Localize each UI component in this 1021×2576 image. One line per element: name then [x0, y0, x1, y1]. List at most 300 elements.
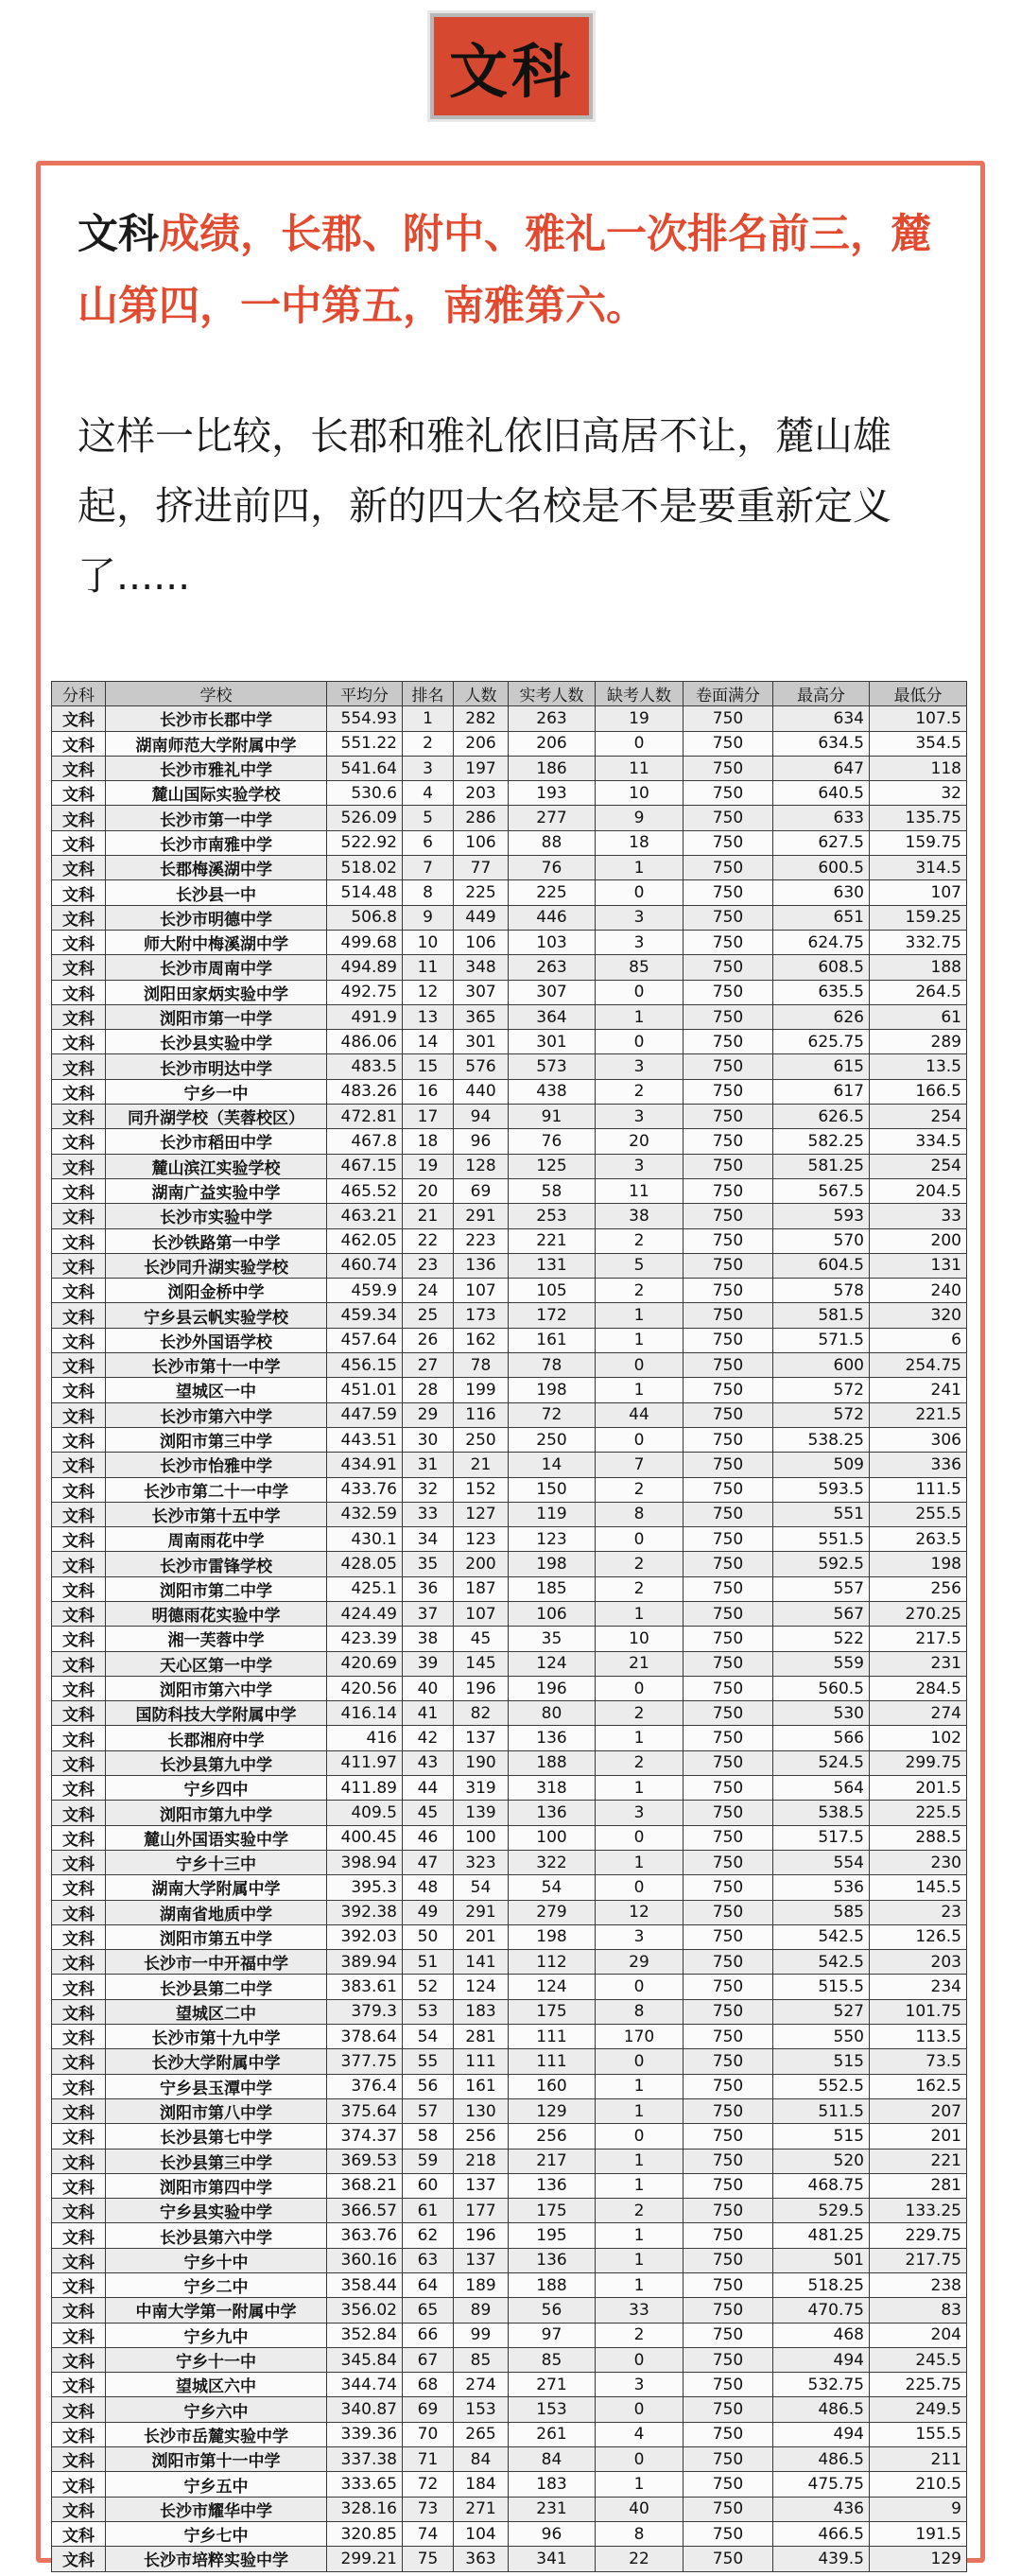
cell-min-score: 107.5 — [870, 706, 967, 731]
cell-school: 宁乡县实验中学 — [106, 2199, 327, 2223]
cell-absent: 5 — [596, 1253, 684, 1278]
cell-took-exam: 124 — [509, 1651, 596, 1676]
cell-absent: 3 — [596, 1054, 684, 1079]
cell-students: 82 — [454, 1701, 509, 1726]
cell-students: 89 — [454, 2298, 509, 2323]
cell-took-exam: 217 — [509, 2149, 596, 2173]
cell-students: 203 — [454, 781, 509, 806]
cell-rank: 8 — [403, 880, 454, 905]
cell-school: 浏阳市第九中学 — [106, 1801, 327, 1825]
cell-avg-score: 337.38 — [327, 2447, 403, 2472]
cell-absent: 2 — [596, 1079, 684, 1104]
cell-took-exam: 100 — [509, 1825, 596, 1850]
cell-avg-score: 378.64 — [327, 2025, 403, 2049]
cell-min-score: 289 — [870, 1030, 967, 1054]
cell-subject: 文科 — [52, 1975, 106, 1999]
cell-subject: 文科 — [52, 1328, 106, 1352]
cell-max-score: 517.5 — [773, 1825, 870, 1850]
table-row — [52, 2124, 967, 2149]
cell-subject: 文科 — [52, 1676, 106, 1700]
cell-max-score: 593 — [773, 1204, 870, 1228]
cell-max-score: 551.5 — [773, 1527, 870, 1552]
cell-rank: 49 — [403, 1900, 454, 1924]
cell-took-exam: 97 — [509, 2323, 596, 2347]
cell-rank: 54 — [403, 2025, 454, 2049]
cell-min-score: 101.75 — [870, 1999, 967, 2024]
cell-students: 184 — [454, 2472, 509, 2497]
cell-took-exam: 72 — [509, 1402, 596, 1427]
cell-max-score: 554 — [773, 1850, 870, 1874]
cell-max-score: 530 — [773, 1701, 870, 1726]
cell-absent: 22 — [596, 2547, 684, 2571]
headline — [78, 199, 957, 342]
cell-min-score: 332.75 — [870, 930, 967, 954]
cell-school: 长沙市雷锋学校 — [106, 1552, 327, 1576]
table-row — [52, 1402, 967, 1427]
cell-students: 271 — [454, 2497, 509, 2521]
cell-school: 湘一芙蓉中学 — [106, 1627, 327, 1651]
cell-took-exam: 172 — [509, 1303, 596, 1328]
cell-subject: 文科 — [52, 1178, 106, 1203]
cell-school: 宁乡十中 — [106, 2248, 327, 2272]
section-title-tag — [430, 13, 593, 119]
cell-avg-score: 344.74 — [327, 2373, 403, 2397]
cell-rank: 69 — [403, 2397, 454, 2422]
cell-took-exam: 193 — [509, 781, 596, 806]
cell-max-score: 627.5 — [773, 830, 870, 855]
cell-subject: 文科 — [52, 781, 106, 806]
cell-full-score: 750 — [684, 1875, 773, 1900]
cell-students: 265 — [454, 2422, 509, 2446]
cell-students: 274 — [454, 2373, 509, 2397]
cell-min-score: 255.5 — [870, 1502, 967, 1526]
cell-took-exam: 195 — [509, 2223, 596, 2248]
cell-avg-score: 339.36 — [327, 2422, 403, 2446]
cell-took-exam: 438 — [509, 1079, 596, 1104]
cell-rank: 27 — [403, 1353, 454, 1378]
cell-max-score: 536 — [773, 1875, 870, 1900]
table-row — [52, 1328, 967, 1352]
cell-max-score: 494 — [773, 2422, 870, 2446]
header-took-exam: 实考人数 — [509, 682, 596, 706]
cell-full-score: 750 — [684, 756, 773, 780]
cell-took-exam: 123 — [509, 1527, 596, 1552]
cell-full-score: 750 — [684, 2098, 773, 2123]
cell-took-exam: 88 — [509, 830, 596, 855]
cell-subject: 文科 — [52, 1054, 106, 1079]
cell-school: 长沙市怡雅中学 — [106, 1453, 327, 1477]
table-row — [52, 2298, 967, 2323]
cell-subject: 文科 — [52, 1527, 106, 1552]
table-row — [52, 2472, 967, 2497]
table-row — [52, 1004, 967, 1029]
cell-subject: 文科 — [52, 1552, 106, 1576]
cell-students: 291 — [454, 1900, 509, 1924]
cell-rank: 12 — [403, 980, 454, 1004]
cell-took-exam: 186 — [509, 756, 596, 780]
cell-max-score: 522 — [773, 1627, 870, 1651]
cell-school: 浏阳市第五中学 — [106, 1924, 327, 1949]
cell-subject: 文科 — [52, 1776, 106, 1801]
cell-max-score: 615 — [773, 1054, 870, 1079]
cell-took-exam: 198 — [509, 1378, 596, 1402]
cell-rank: 19 — [403, 1154, 454, 1178]
cell-max-score: 551 — [773, 1502, 870, 1526]
cell-rank: 66 — [403, 2323, 454, 2347]
cell-absent: 0 — [596, 1676, 684, 1700]
cell-avg-score: 462.05 — [327, 1228, 403, 1253]
cell-rank: 9 — [403, 905, 454, 930]
cell-absent: 2 — [596, 1552, 684, 1576]
cell-rank: 60 — [403, 2173, 454, 2198]
cell-full-score: 750 — [684, 1651, 773, 1676]
cell-took-exam: 188 — [509, 1750, 596, 1775]
cell-max-score: 604.5 — [773, 1253, 870, 1278]
cell-subject: 文科 — [52, 1204, 106, 1228]
cell-rank: 23 — [403, 1253, 454, 1278]
cell-rank: 55 — [403, 2049, 454, 2074]
cell-subject: 文科 — [52, 1477, 106, 1502]
table-header-row — [52, 682, 967, 706]
cell-full-score: 750 — [684, 2074, 773, 2098]
cell-subject: 文科 — [52, 856, 106, 880]
cell-school: 长沙市第一中学 — [106, 806, 327, 830]
cell-rank: 11 — [403, 955, 454, 980]
cell-absent: 20 — [596, 1129, 684, 1154]
cell-full-score: 750 — [684, 2199, 773, 2223]
cell-subject: 文科 — [52, 2472, 106, 2497]
cell-absent: 0 — [596, 1875, 684, 1900]
cell-students: 107 — [454, 1601, 509, 1626]
cell-took-exam: 256 — [509, 2124, 596, 2149]
cell-school: 望城区一中 — [106, 1378, 327, 1402]
cell-school: 周南雨花中学 — [106, 1527, 327, 1552]
cell-min-score: 336 — [870, 1453, 967, 1477]
cell-rank: 22 — [403, 1228, 454, 1253]
cell-full-score: 750 — [684, 1850, 773, 1874]
cell-min-score: 211 — [870, 2447, 967, 2472]
table-row — [52, 1999, 967, 2024]
cell-max-score: 511.5 — [773, 2098, 870, 2123]
cell-avg-score: 420.56 — [327, 1676, 403, 1700]
cell-rank: 59 — [403, 2149, 454, 2173]
cell-rank: 7 — [403, 856, 454, 880]
table-row — [52, 1030, 967, 1054]
cell-took-exam: 573 — [509, 1054, 596, 1079]
cell-absent: 3 — [596, 1801, 684, 1825]
cell-school: 湖南广益实验中学 — [106, 1178, 327, 1203]
cell-students: 189 — [454, 2273, 509, 2298]
cell-max-score: 538.25 — [773, 1427, 870, 1452]
cell-subject: 文科 — [52, 905, 106, 930]
cell-avg-score: 360.16 — [327, 2248, 403, 2272]
cell-school: 师大附中梅溪湖中学 — [106, 930, 327, 954]
cell-rank: 39 — [403, 1651, 454, 1676]
cell-students: 141 — [454, 1950, 509, 1975]
cell-rank: 71 — [403, 2447, 454, 2472]
table-row — [52, 1576, 967, 1601]
cell-took-exam: 150 — [509, 1477, 596, 1502]
cell-rank: 4 — [403, 781, 454, 806]
cell-avg-score: 395.3 — [327, 1875, 403, 1900]
cell-absent: 1 — [596, 1303, 684, 1328]
cell-rank: 31 — [403, 1453, 454, 1477]
cell-absent: 0 — [596, 1427, 684, 1452]
cell-min-score: 23 — [870, 1900, 967, 1924]
cell-rank: 21 — [403, 1204, 454, 1228]
cell-absent: 0 — [596, 2447, 684, 2472]
table-row — [52, 1204, 967, 1228]
table-row — [52, 2497, 967, 2521]
cell-subject: 文科 — [52, 1726, 106, 1750]
cell-rank: 36 — [403, 1576, 454, 1601]
cell-subject: 文科 — [52, 1900, 106, 1924]
cell-school: 长沙外国语学校 — [106, 1328, 327, 1352]
cell-absent: 0 — [596, 1353, 684, 1378]
cell-subject: 文科 — [52, 1228, 106, 1253]
cell-took-exam: 96 — [509, 2521, 596, 2546]
cell-students: 152 — [454, 1477, 509, 1502]
cell-absent: 0 — [596, 880, 684, 905]
cell-subject: 文科 — [52, 2173, 106, 2198]
cell-absent: 33 — [596, 2298, 684, 2323]
cell-school: 宁乡二中 — [106, 2273, 327, 2298]
cell-rank: 61 — [403, 2199, 454, 2223]
table-row — [52, 1850, 967, 1874]
cell-min-score: 299.75 — [870, 1750, 967, 1775]
cell-school: 长沙铁路第一中学 — [106, 1228, 327, 1253]
table-row — [52, 1875, 967, 1900]
table-row — [52, 955, 967, 980]
cell-subject: 文科 — [52, 2124, 106, 2149]
cell-avg-score: 530.6 — [327, 781, 403, 806]
cell-avg-score: 459.9 — [327, 1279, 403, 1303]
cell-avg-score: 492.75 — [327, 980, 403, 1004]
cell-students: 124 — [454, 1975, 509, 1999]
cell-school: 湖南师范大学附属中学 — [106, 731, 327, 756]
cell-avg-score: 486.06 — [327, 1030, 403, 1054]
cell-min-score: 254.75 — [870, 1353, 967, 1378]
cell-took-exam: 231 — [509, 2497, 596, 2521]
cell-max-score: 608.5 — [773, 955, 870, 980]
cell-students: 206 — [454, 731, 509, 756]
cell-max-score: 552.5 — [773, 2074, 870, 2098]
cell-subject: 文科 — [52, 2422, 106, 2446]
cell-school: 浏阳市第四中学 — [106, 2173, 327, 2198]
cell-max-score: 550 — [773, 2025, 870, 2049]
cell-full-score: 750 — [684, 2497, 773, 2521]
cell-rank: 16 — [403, 1079, 454, 1104]
cell-max-score: 515 — [773, 2124, 870, 2149]
cell-full-score: 750 — [684, 1576, 773, 1601]
cell-full-score: 750 — [684, 2149, 773, 2173]
cell-min-score: 6 — [870, 1328, 967, 1352]
cell-min-score: 249.5 — [870, 2397, 967, 2422]
cell-students: 137 — [454, 2248, 509, 2272]
cell-absent: 2 — [596, 1750, 684, 1775]
cell-school: 长沙县第六中学 — [106, 2223, 327, 2248]
cell-students: 139 — [454, 1801, 509, 1825]
cell-absent: 1 — [596, 2273, 684, 2298]
header-max-score: 最高分 — [773, 682, 870, 706]
table-row — [52, 1154, 967, 1178]
cell-full-score: 750 — [684, 1279, 773, 1303]
cell-subject: 文科 — [52, 1801, 106, 1825]
cell-full-score: 750 — [684, 1030, 773, 1054]
cell-avg-score: 328.16 — [327, 2497, 403, 2521]
cell-school: 长沙市南雅中学 — [106, 830, 327, 855]
cell-school: 麓山国际实验学校 — [106, 781, 327, 806]
table-row — [52, 930, 967, 954]
cell-students: 21 — [454, 1453, 509, 1477]
cell-max-score: 481.25 — [773, 2223, 870, 2248]
cell-took-exam: 183 — [509, 2472, 596, 2497]
cell-students: 104 — [454, 2521, 509, 2546]
cell-students: 137 — [454, 1726, 509, 1750]
cell-absent: 2 — [596, 2323, 684, 2347]
headline-highlight: 成绩，长郡、附中、雅礼一次排名前三，麓山第四，一中第五，南雅第六。 — [78, 211, 931, 330]
table-row — [52, 2347, 967, 2372]
cell-subject: 文科 — [52, 1105, 106, 1129]
cell-min-score: 221 — [870, 2149, 967, 2173]
cell-took-exam: 54 — [509, 1875, 596, 1900]
cell-full-score: 750 — [684, 1950, 773, 1975]
cell-max-score: 542.5 — [773, 1950, 870, 1975]
table-row — [52, 756, 967, 780]
cell-avg-score: 494.89 — [327, 955, 403, 980]
cell-avg-score: 377.75 — [327, 2049, 403, 2074]
cell-subject: 文科 — [52, 1627, 106, 1651]
cell-absent: 2 — [596, 1701, 684, 1726]
cell-full-score: 750 — [684, 1054, 773, 1079]
cell-full-score: 750 — [684, 1924, 773, 1949]
cell-rank: 13 — [403, 1004, 454, 1029]
cell-full-score: 750 — [684, 2273, 773, 2298]
cell-took-exam: 136 — [509, 2248, 596, 2272]
cell-max-score: 518.25 — [773, 2273, 870, 2298]
cell-avg-score: 363.76 — [327, 2223, 403, 2248]
cell-took-exam: 129 — [509, 2098, 596, 2123]
cell-took-exam: 125 — [509, 1154, 596, 1178]
cell-subject: 文科 — [52, 2248, 106, 2272]
cell-school: 长郡梅溪湖中学 — [106, 856, 327, 880]
cell-took-exam: 80 — [509, 1701, 596, 1726]
comment-paragraph: 这样一比较，长郡和雅礼依旧高居不让，麓山雄起，挤进前四，新的四大名校是不是要重新定义了...... — [78, 413, 891, 599]
cell-absent: 18 — [596, 830, 684, 855]
cell-rank: 53 — [403, 1999, 454, 2024]
cell-absent: 19 — [596, 706, 684, 731]
cell-subject: 文科 — [52, 1453, 106, 1477]
cell-absent: 8 — [596, 1502, 684, 1526]
cell-avg-score: 491.9 — [327, 1004, 403, 1029]
table-row — [52, 1279, 967, 1303]
cell-took-exam: 106 — [509, 1601, 596, 1626]
cell-min-score: 13.5 — [870, 1054, 967, 1079]
table-row — [52, 2199, 967, 2223]
cell-min-score: 203 — [870, 1950, 967, 1975]
cell-students: 291 — [454, 1204, 509, 1228]
cell-absent: 1 — [596, 1328, 684, 1352]
cell-rank: 75 — [403, 2547, 454, 2571]
cell-full-score: 750 — [684, 1154, 773, 1178]
cell-school: 宁乡十一中 — [106, 2347, 327, 2372]
cell-students: 137 — [454, 2173, 509, 2198]
cell-took-exam: 124 — [509, 1975, 596, 1999]
cell-max-score: 564 — [773, 1776, 870, 1801]
cell-subject: 文科 — [52, 1875, 106, 1900]
cell-students: 123 — [454, 1527, 509, 1552]
cell-max-score: 635.5 — [773, 980, 870, 1004]
cell-full-score: 750 — [684, 2323, 773, 2347]
cell-min-score: 238 — [870, 2273, 967, 2298]
cell-school: 麓山滨江实验学校 — [106, 1154, 327, 1178]
cell-full-score: 750 — [684, 1527, 773, 1552]
table-row — [52, 1228, 967, 1253]
cell-rank: 56 — [403, 2074, 454, 2098]
table-row — [52, 2049, 967, 2074]
table-row — [52, 1676, 967, 1700]
cell-took-exam: 105 — [509, 1279, 596, 1303]
cell-min-score: 198 — [870, 1552, 967, 1576]
cell-subject: 文科 — [52, 1030, 106, 1054]
cell-took-exam: 221 — [509, 1228, 596, 1253]
cell-took-exam: 301 — [509, 1030, 596, 1054]
table-row — [52, 1054, 967, 1079]
cell-absent: 0 — [596, 1527, 684, 1552]
cell-school: 长沙市明德中学 — [106, 905, 327, 930]
table-row — [52, 1178, 967, 1203]
cell-students: 77 — [454, 856, 509, 880]
cell-max-score: 486.5 — [773, 2397, 870, 2422]
cell-students: 197 — [454, 756, 509, 780]
cell-max-score: 582.25 — [773, 1129, 870, 1154]
cell-absent: 3 — [596, 1105, 684, 1129]
cell-school: 长沙县第七中学 — [106, 2124, 327, 2149]
cell-students: 100 — [454, 1825, 509, 1850]
table-row — [52, 1801, 967, 1825]
cell-avg-score: 518.02 — [327, 856, 403, 880]
cell-absent: 0 — [596, 2347, 684, 2372]
cell-max-score: 625.75 — [773, 1030, 870, 1054]
cell-took-exam: 198 — [509, 1552, 596, 1576]
cell-students: 161 — [454, 2074, 509, 2098]
table-row — [52, 781, 967, 806]
cell-min-score: 61 — [870, 1004, 967, 1029]
cell-school: 麓山外国语实验中学 — [106, 1825, 327, 1850]
cell-students: 449 — [454, 905, 509, 930]
cell-subject: 文科 — [52, 2323, 106, 2347]
cell-school: 长沙市明达中学 — [106, 1054, 327, 1079]
cell-min-score: 155.5 — [870, 2422, 967, 2446]
cell-max-score: 585 — [773, 1900, 870, 1924]
cell-full-score: 750 — [684, 2447, 773, 2472]
cell-rank: 48 — [403, 1875, 454, 1900]
cell-students: 106 — [454, 830, 509, 855]
cell-students: 576 — [454, 1054, 509, 1079]
cell-took-exam: 76 — [509, 856, 596, 880]
cell-subject: 文科 — [52, 2098, 106, 2123]
cell-avg-score: 506.8 — [327, 905, 403, 930]
table-row — [52, 905, 967, 930]
cell-rank: 1 — [403, 706, 454, 731]
cell-took-exam: 364 — [509, 1004, 596, 1029]
cell-max-score: 566 — [773, 1726, 870, 1750]
cell-avg-score: 411.89 — [327, 1776, 403, 1801]
cell-school: 天心区第一中学 — [106, 1651, 327, 1676]
cell-rank: 72 — [403, 2472, 454, 2497]
cell-subject: 文科 — [52, 2497, 106, 2521]
cell-min-score: 320 — [870, 1303, 967, 1328]
